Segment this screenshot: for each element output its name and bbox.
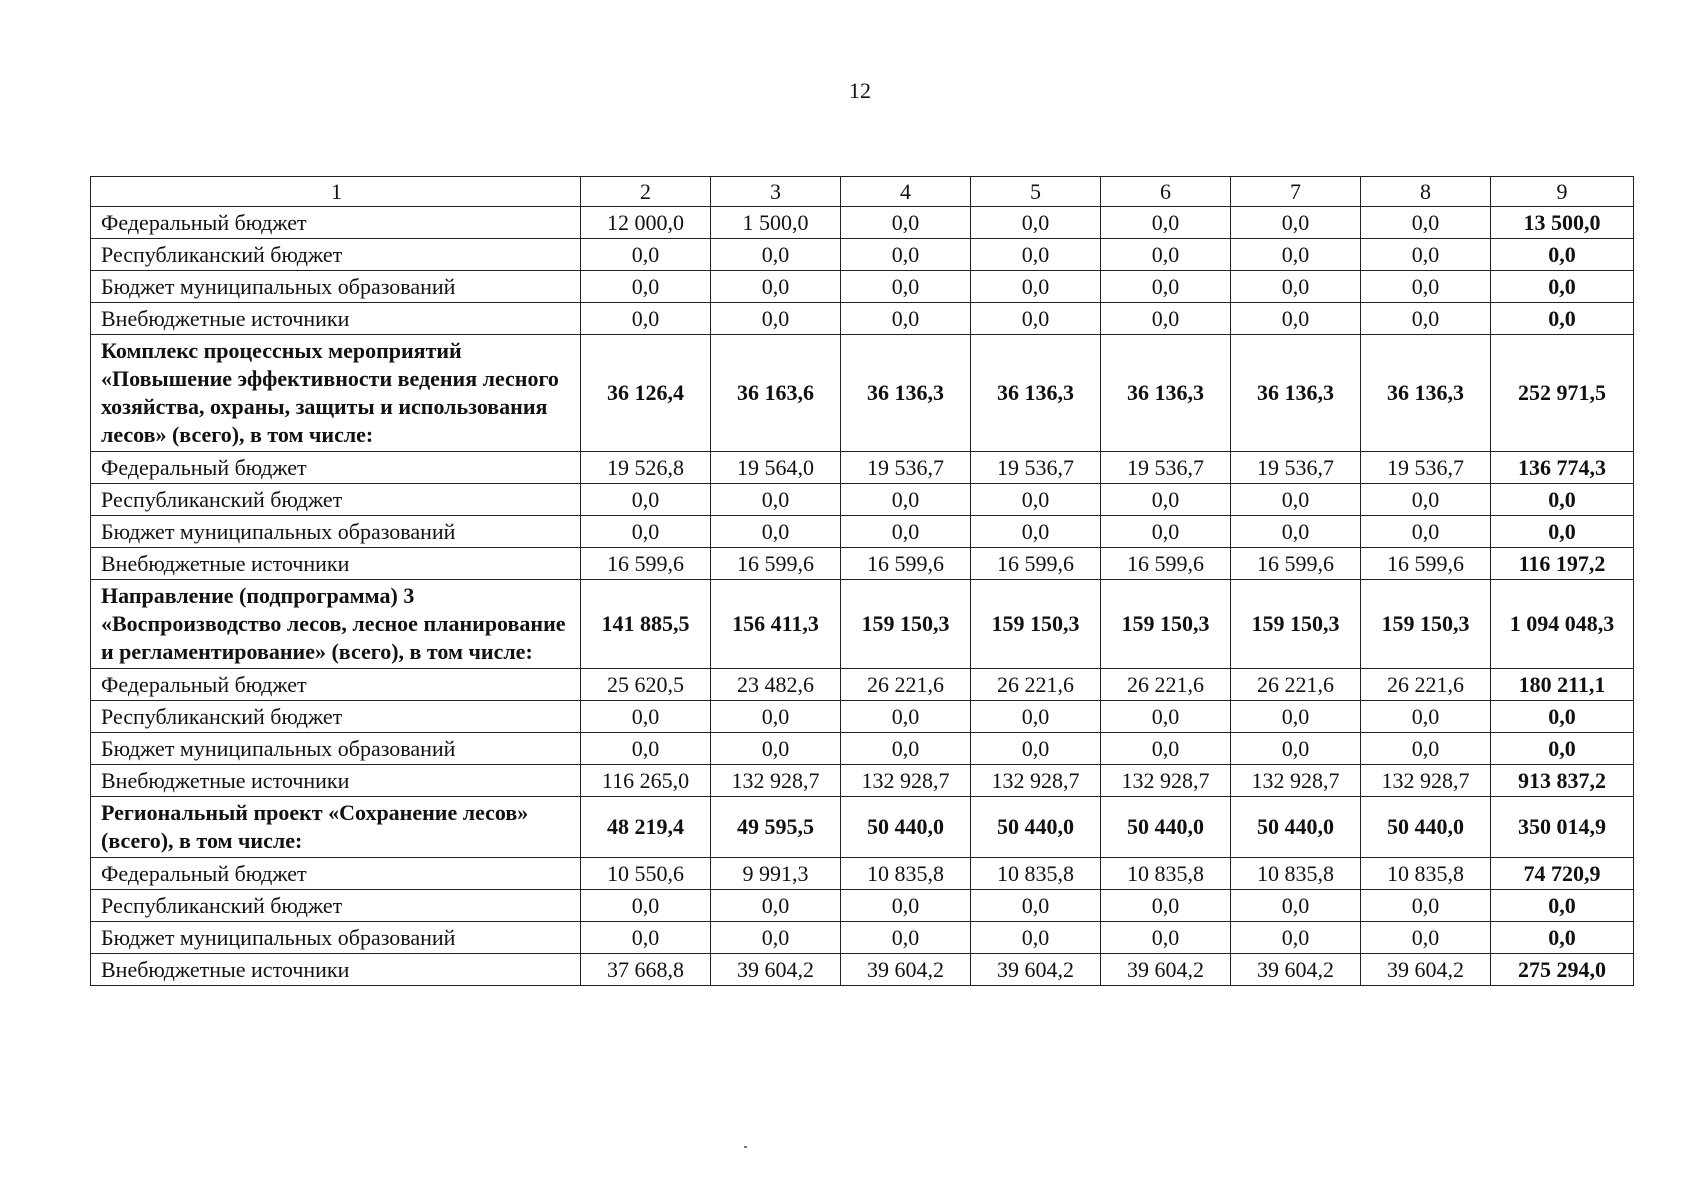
value-cell: 36 163,6 [711, 335, 841, 452]
value-cell: 159 150,3 [841, 580, 971, 669]
funding-source-row [91, 701, 1634, 733]
value-cell: 0,0 [1361, 890, 1491, 922]
value-cell: 0,0 [1231, 207, 1361, 239]
value-cell: 0,0 [841, 516, 971, 548]
value-cell: 132 928,7 [711, 765, 841, 797]
section-total-row [91, 797, 1634, 858]
budget-table-body [91, 177, 1634, 986]
value-cell: 19 564,0 [711, 452, 841, 484]
budget-table [90, 176, 1634, 986]
value-cell: 0,0 [1101, 701, 1231, 733]
total-cell: 0,0 [1491, 516, 1634, 548]
funding-source-label: Республиканский бюджет [91, 701, 581, 733]
value-cell: 0,0 [711, 701, 841, 733]
value-cell: 50 440,0 [971, 797, 1101, 858]
value-cell: 0,0 [711, 516, 841, 548]
value-cell: 0,0 [971, 922, 1101, 954]
value-cell: 16 599,6 [581, 548, 711, 580]
value-cell: 0,0 [1361, 733, 1491, 765]
total-cell: 350 014,9 [1491, 797, 1634, 858]
value-cell: 0,0 [711, 733, 841, 765]
value-cell: 0,0 [581, 733, 711, 765]
value-cell: 0,0 [1361, 922, 1491, 954]
value-cell: 10 835,8 [841, 858, 971, 890]
value-cell: 0,0 [971, 484, 1101, 516]
value-cell: 12 000,0 [581, 207, 711, 239]
value-cell: 132 928,7 [1361, 765, 1491, 797]
value-cell: 19 536,7 [841, 452, 971, 484]
table-header-row [91, 177, 1634, 207]
value-cell: 0,0 [841, 922, 971, 954]
value-cell: 16 599,6 [1101, 548, 1231, 580]
value-cell: 0,0 [1101, 890, 1231, 922]
value-cell: 0,0 [581, 239, 711, 271]
value-cell: 0,0 [841, 239, 971, 271]
value-cell: 1 500,0 [711, 207, 841, 239]
value-cell: 0,0 [711, 922, 841, 954]
value-cell: 39 604,2 [1231, 954, 1361, 986]
section-title-cell: Комплекс процессных мероприятий «Повышение эффективности ведения лесного хозяйства, охраны, защиты и использования лесов» (всего), в том числе: [91, 335, 581, 452]
value-cell: 0,0 [581, 701, 711, 733]
funding-source-row [91, 271, 1634, 303]
value-cell: 0,0 [581, 484, 711, 516]
total-cell: 13 500,0 [1491, 207, 1634, 239]
value-cell: 39 604,2 [841, 954, 971, 986]
value-cell: 0,0 [581, 516, 711, 548]
value-cell: 0,0 [1361, 516, 1491, 548]
funding-source-row [91, 858, 1634, 890]
value-cell: 0,0 [841, 890, 971, 922]
value-cell: 0,0 [1231, 701, 1361, 733]
value-cell: 0,0 [841, 271, 971, 303]
funding-source-row [91, 733, 1634, 765]
value-cell: 50 440,0 [1361, 797, 1491, 858]
funding-source-row [91, 669, 1634, 701]
column-number-cell: 6 [1101, 177, 1231, 207]
total-cell: 0,0 [1491, 484, 1634, 516]
total-cell: 180 211,1 [1491, 669, 1634, 701]
value-cell: 0,0 [1231, 484, 1361, 516]
funding-source-row [91, 303, 1634, 335]
value-cell: 0,0 [1231, 271, 1361, 303]
value-cell: 0,0 [1101, 239, 1231, 271]
value-cell: 0,0 [1361, 239, 1491, 271]
funding-source-row [91, 548, 1634, 580]
value-cell: 156 411,3 [711, 580, 841, 669]
value-cell: 50 440,0 [1101, 797, 1231, 858]
value-cell: 0,0 [1101, 922, 1231, 954]
funding-source-row [91, 765, 1634, 797]
value-cell: 16 599,6 [841, 548, 971, 580]
column-number-cell: 8 [1361, 177, 1491, 207]
value-cell: 141 885,5 [581, 580, 711, 669]
value-cell: 0,0 [711, 271, 841, 303]
value-cell: 132 928,7 [1101, 765, 1231, 797]
total-cell: 0,0 [1491, 922, 1634, 954]
scan-speck [744, 1146, 747, 1148]
total-cell: 1 094 048,3 [1491, 580, 1634, 669]
total-cell: 136 774,3 [1491, 452, 1634, 484]
funding-source-row [91, 516, 1634, 548]
value-cell: 0,0 [1231, 890, 1361, 922]
funding-source-row [91, 954, 1634, 986]
value-cell: 36 136,3 [1101, 335, 1231, 452]
value-cell: 16 599,6 [1361, 548, 1491, 580]
value-cell: 0,0 [971, 733, 1101, 765]
value-cell: 0,0 [711, 239, 841, 271]
value-cell: 0,0 [971, 890, 1101, 922]
value-cell: 0,0 [1361, 303, 1491, 335]
section-title-cell: Региональный проект «Сохранение лесов» (всего), в том числе: [91, 797, 581, 858]
value-cell: 49 595,5 [711, 797, 841, 858]
funding-source-label: Республиканский бюджет [91, 890, 581, 922]
funding-source-label: Федеральный бюджет [91, 452, 581, 484]
value-cell: 26 221,6 [1361, 669, 1491, 701]
value-cell: 48 219,4 [581, 797, 711, 858]
value-cell: 0,0 [1101, 484, 1231, 516]
value-cell: 0,0 [841, 207, 971, 239]
value-cell: 132 928,7 [841, 765, 971, 797]
value-cell: 0,0 [971, 516, 1101, 548]
value-cell: 0,0 [1361, 207, 1491, 239]
value-cell: 50 440,0 [1231, 797, 1361, 858]
column-number-cell: 3 [711, 177, 841, 207]
value-cell: 10 835,8 [1101, 858, 1231, 890]
total-cell: 0,0 [1491, 303, 1634, 335]
value-cell: 39 604,2 [971, 954, 1101, 986]
value-cell: 0,0 [1101, 207, 1231, 239]
value-cell: 0,0 [1231, 733, 1361, 765]
column-number-cell: 4 [841, 177, 971, 207]
value-cell: 19 536,7 [1361, 452, 1491, 484]
value-cell: 39 604,2 [1101, 954, 1231, 986]
value-cell: 0,0 [1101, 303, 1231, 335]
section-title-cell: Направление (подпрограмма) 3 «Воспроизводство лесов, лесное планирование и регламентирование» (всего), в том числе: [91, 580, 581, 669]
funding-source-label: Внебюджетные источники [91, 954, 581, 986]
total-cell: 116 197,2 [1491, 548, 1634, 580]
value-cell: 9 991,3 [711, 858, 841, 890]
value-cell: 159 150,3 [1101, 580, 1231, 669]
value-cell: 132 928,7 [971, 765, 1101, 797]
funding-source-label: Бюджет муниципальных образований [91, 271, 581, 303]
value-cell: 36 136,3 [841, 335, 971, 452]
value-cell: 0,0 [581, 890, 711, 922]
value-cell: 0,0 [971, 239, 1101, 271]
value-cell: 19 536,7 [1101, 452, 1231, 484]
funding-source-row [91, 922, 1634, 954]
value-cell: 159 150,3 [1361, 580, 1491, 669]
funding-source-row [91, 207, 1634, 239]
value-cell: 10 550,6 [581, 858, 711, 890]
value-cell: 0,0 [1231, 922, 1361, 954]
value-cell: 0,0 [1231, 516, 1361, 548]
value-cell: 0,0 [1231, 303, 1361, 335]
value-cell: 0,0 [1101, 733, 1231, 765]
value-cell: 19 536,7 [971, 452, 1101, 484]
value-cell: 0,0 [841, 733, 971, 765]
total-cell: 0,0 [1491, 733, 1634, 765]
column-number-cell: 2 [581, 177, 711, 207]
value-cell: 0,0 [841, 701, 971, 733]
value-cell: 19 526,8 [581, 452, 711, 484]
total-cell: 252 971,5 [1491, 335, 1634, 452]
value-cell: 0,0 [971, 271, 1101, 303]
value-cell: 39 604,2 [1361, 954, 1491, 986]
funding-source-label: Республиканский бюджет [91, 239, 581, 271]
value-cell: 0,0 [971, 303, 1101, 335]
value-cell: 36 136,3 [1361, 335, 1491, 452]
value-cell: 0,0 [581, 303, 711, 335]
funding-source-label: Бюджет муниципальных образований [91, 733, 581, 765]
value-cell: 36 126,4 [581, 335, 711, 452]
value-cell: 36 136,3 [971, 335, 1101, 452]
value-cell: 116 265,0 [581, 765, 711, 797]
section-total-row [91, 335, 1634, 452]
value-cell: 26 221,6 [1101, 669, 1231, 701]
value-cell: 0,0 [841, 484, 971, 516]
value-cell: 159 150,3 [1231, 580, 1361, 669]
value-cell: 10 835,8 [971, 858, 1101, 890]
section-total-row [91, 580, 1634, 669]
value-cell: 26 221,6 [1231, 669, 1361, 701]
funding-source-row [91, 452, 1634, 484]
funding-source-label: Внебюджетные источники [91, 303, 581, 335]
value-cell: 16 599,6 [971, 548, 1101, 580]
funding-source-label: Федеральный бюджет [91, 858, 581, 890]
total-cell: 0,0 [1491, 271, 1634, 303]
funding-source-row [91, 890, 1634, 922]
funding-source-label: Федеральный бюджет [91, 669, 581, 701]
total-cell: 0,0 [1491, 701, 1634, 733]
funding-source-label: Бюджет муниципальных образований [91, 516, 581, 548]
funding-source-label: Внебюджетные источники [91, 765, 581, 797]
value-cell: 159 150,3 [971, 580, 1101, 669]
total-cell: 0,0 [1491, 239, 1634, 271]
value-cell: 23 482,6 [711, 669, 841, 701]
value-cell: 0,0 [711, 484, 841, 516]
value-cell: 16 599,6 [711, 548, 841, 580]
funding-source-label: Республиканский бюджет [91, 484, 581, 516]
value-cell: 0,0 [1361, 484, 1491, 516]
value-cell: 0,0 [971, 207, 1101, 239]
value-cell: 132 928,7 [1231, 765, 1361, 797]
total-cell: 0,0 [1491, 890, 1634, 922]
value-cell: 39 604,2 [711, 954, 841, 986]
value-cell: 0,0 [971, 701, 1101, 733]
column-number-cell: 7 [1231, 177, 1361, 207]
value-cell: 10 835,8 [1231, 858, 1361, 890]
column-number-cell: 9 [1491, 177, 1634, 207]
page-number: 12 [849, 78, 871, 103]
value-cell: 0,0 [1101, 516, 1231, 548]
value-cell: 0,0 [711, 890, 841, 922]
funding-source-row [91, 239, 1634, 271]
value-cell: 37 668,8 [581, 954, 711, 986]
total-cell: 275 294,0 [1491, 954, 1634, 986]
value-cell: 0,0 [1361, 271, 1491, 303]
value-cell: 10 835,8 [1361, 858, 1491, 890]
funding-source-label: Бюджет муниципальных образований [91, 922, 581, 954]
funding-source-label: Внебюджетные источники [91, 548, 581, 580]
value-cell: 0,0 [711, 303, 841, 335]
value-cell: 0,0 [581, 271, 711, 303]
value-cell: 16 599,6 [1231, 548, 1361, 580]
total-cell: 913 837,2 [1491, 765, 1634, 797]
value-cell: 0,0 [1231, 239, 1361, 271]
value-cell: 36 136,3 [1231, 335, 1361, 452]
funding-source-label: Федеральный бюджет [91, 207, 581, 239]
value-cell: 25 620,5 [581, 669, 711, 701]
value-cell: 26 221,6 [841, 669, 971, 701]
value-cell: 19 536,7 [1231, 452, 1361, 484]
value-cell: 0,0 [1101, 271, 1231, 303]
value-cell: 0,0 [581, 922, 711, 954]
total-cell: 74 720,9 [1491, 858, 1634, 890]
funding-source-row [91, 484, 1634, 516]
value-cell: 26 221,6 [971, 669, 1101, 701]
value-cell: 50 440,0 [841, 797, 971, 858]
column-number-cell: 5 [971, 177, 1101, 207]
value-cell: 0,0 [1361, 701, 1491, 733]
value-cell: 0,0 [841, 303, 971, 335]
column-number-cell: 1 [91, 177, 581, 207]
